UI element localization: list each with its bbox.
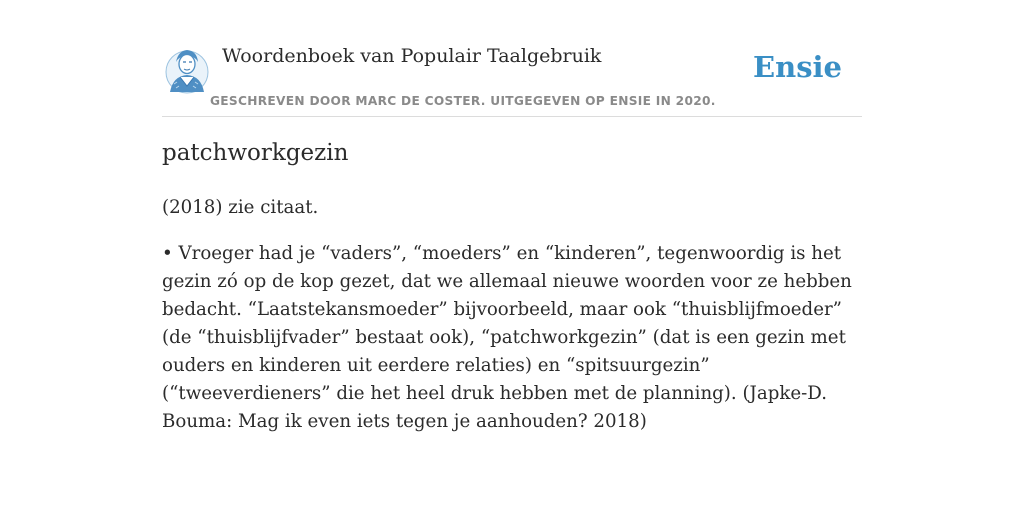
entry-headword: patchworkgezin bbox=[162, 140, 349, 166]
ensie-logo-link[interactable]: Ensie bbox=[753, 50, 842, 84]
entry-card bbox=[162, 0, 862, 512]
entry-quote: • Vroeger had je “vaders”, “moeders” en “kinderen”, tegenwoordig is het gezin zó op de kop gezet, dat we allemaal nieuwe woorden voor ze hebben bedacht. “Laatstekansmoeder” bijvoorbeeld, maar ook “thuisblijfmoeder” (de “thuisblijfvader” bestaat ook), “patchworkgezin” (dat is een gezin met ouders en kinderen uit eerdere relaties) en “spitsuurgezin” (“tweeverdieners” die het heel druk hebben met de planning). (Japke-D. Bouma: Mag ik even iets tegen je aanhouden? 2018) bbox=[162, 243, 852, 432]
entry-header bbox=[162, 0, 862, 117]
author-portrait-icon bbox=[164, 46, 210, 96]
entry-definition: (2018) zie citaat. bbox=[162, 197, 319, 218]
author-credit: GESCHREVEN DOOR MARC DE COSTER. UITGEGEVEN OP ENSIE IN 2020. bbox=[210, 94, 716, 108]
dictionary-title[interactable]: Woordenboek van Populair Taalgebruik bbox=[222, 45, 602, 67]
